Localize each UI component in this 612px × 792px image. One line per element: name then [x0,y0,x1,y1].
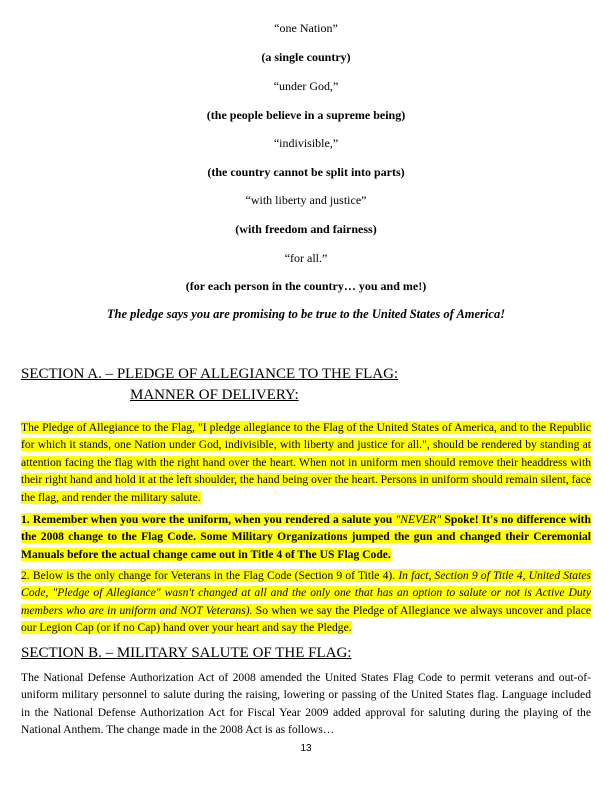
pledge-line: “with liberty and justice” [245,193,367,207]
section-b-paragraph-1: The National Defense Authorization Act of 2008 amended the United States Flag Code to permit veterans and out-of-uniform military personnel to salute during the raising, lowering or passing of the United States flag. Language included in the National Defense Authorization Act for Fiscal Year 2009 added approval for saluting during the playing of the National Anthem. The change made in the 2008 Act is as follows… [21,671,591,737]
para3-start: 2. Below is the only change for Veterans in the Flag Code (Section 9 of Title 4). [21,569,399,582]
section-a-paragraph-3 [21,567,591,637]
pledge-meaning: (with freedom and fairness) [235,222,377,236]
para2-start: 1. Remember when you wore the uniform, when you rendered a salute you [21,513,396,526]
section-b-title: SECTION B. – MILITARY SALUTE OF THE FLAG: [21,645,352,661]
section-a-paragraph-1 [21,419,591,506]
section-a-subtitle: MANNER OF DELIVERY: [130,387,299,403]
pledge-meaning: (the country cannot be split into parts) [207,165,405,179]
pledge-line: “under God,” [273,79,339,93]
pledge-meaning: (for each person in the country… you and me!) [185,279,427,293]
para3-end: So when we say the Pledge of Allegiance we always uncover and place our Legion Cap (or if no Cap) hand over your heart and say the Pledge. [21,603,591,635]
highlighted-text: The Pledge of Allegiance to the Flag, "I pledge allegiance to the Flag of the United States of America, and to the Republic for which it stands, one Nation under God, indivisible, with liberty and justice for all.", should be rendered by standing at attention facing the flag with the right hand over the heart. When not in uniform men should remove their headdress with their right hand and hold it at the left shoulder, the hand being over the heart. Persons in uniform should remain silent, face the flag, and render the military salute. [21,421,591,504]
para3-italic: In fact, Section 9 of Title 4, United States Code, "Pledge of Allegiance" wasn't changed at all and the only one that has an option to salute or not is Active Duty members who are in uniform and NOT Veterans). [21,569,591,617]
highlighted-text [21,569,591,634]
pledge-summary: The pledge says you are promising to be true to the United States of America! [106,307,506,321]
pledge-line: “for all.” [284,251,328,265]
highlighted-text [21,513,591,561]
page-number: 13 [300,743,312,754]
pledge-line: “one Nation” [274,21,338,35]
section-a-title: SECTION A. – PLEDGE OF ALLEGIANCE TO THE FLAG: [21,366,399,382]
section-a-paragraph-2 [21,511,591,563]
never-emphasis: "NEVER" [395,513,442,526]
pledge-meaning: (a single country) [261,50,351,64]
pledge-meaning: (the people believe in a supreme being) [206,108,406,122]
pledge-line: “indivisible,” [273,136,339,150]
para2-end: Spoke! It's no difference with the 2008 change to the Flag Code. Some Military Organizations jumped the gun and changed their Ceremonial Manuals before the actual change came out in Title 4 of The US Flag Code. [21,513,591,561]
